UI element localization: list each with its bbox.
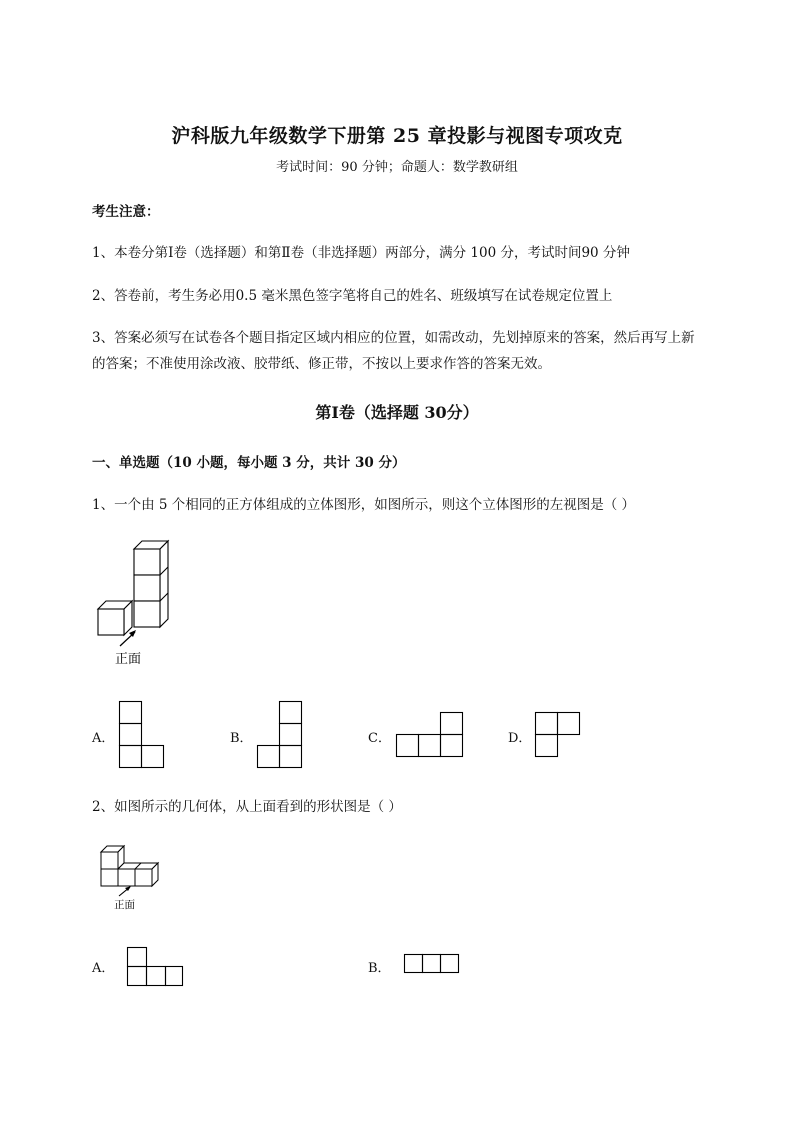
q2-option-b-label[interactable]: B． [368, 961, 391, 976]
page-title: 沪科版九年级数学下册第 25 章投影与视图专项攻克 [171, 125, 623, 147]
q1-option-b-label[interactable]: B． [230, 731, 253, 746]
part-heading: 一、单选题（10 小题，每小题 3 分，共计 30 分） [92, 455, 406, 471]
question-1-figure [90, 540, 210, 670]
q2-option-b-figure[interactable] [403, 953, 463, 977]
q1-option-b-figure[interactable] [256, 700, 306, 770]
q1-option-d-label[interactable]: D． [508, 731, 532, 746]
q1-option-c-label[interactable]: C． [368, 731, 391, 746]
q2-option-a-figure[interactable] [126, 946, 186, 988]
q1-option-a-label[interactable]: A． [92, 731, 115, 746]
section-title: 第Ⅰ卷（选择题 30分） [315, 403, 479, 422]
notice-heading: 考生注意： [92, 204, 160, 220]
question-2-stem: 2、如图所示的几何体，从上面看到的形状图是（ ） [92, 799, 402, 815]
exam-info: 考试时间：90 分钟；命题人：数学教研组 [276, 160, 518, 175]
notice-item-2: 2、答卷前，考生务必用0.5 毫米黑色签字笔将自己的姓名、班级填写在试卷规定位置上 [92, 288, 613, 304]
q1-option-c-figure[interactable] [395, 711, 467, 761]
question-1-stem: 1、一个由 5 个相同的正方体组成的立体图形，如图所示，则这个立体图形的左视图是（ ） [92, 497, 636, 513]
notice-item-3-cont: 的答案；不准使用涂改液、胶带纸、修正带，不按以上要求作答的答案无效。 [92, 356, 551, 372]
notice-item-3: 3、答案必须写在试卷各个题目指定区域内相应的位置，如需改动，先划掉原来的答案，然后再写上新 [92, 330, 695, 346]
question-2-figure [98, 840, 168, 910]
q1-option-a-figure[interactable] [118, 700, 168, 770]
notice-item-1: 1、本卷分第Ⅰ卷（选择题）和第Ⅱ卷（非选择题）两部分，满分 100 分，考试时间90 分钟 [92, 245, 630, 261]
q2-front-label: 正面 [114, 899, 135, 911]
q2-option-a-label[interactable]: A． [92, 961, 115, 976]
q1-option-d-figure[interactable] [534, 711, 584, 761]
q1-front-label: 正面 [115, 652, 142, 667]
